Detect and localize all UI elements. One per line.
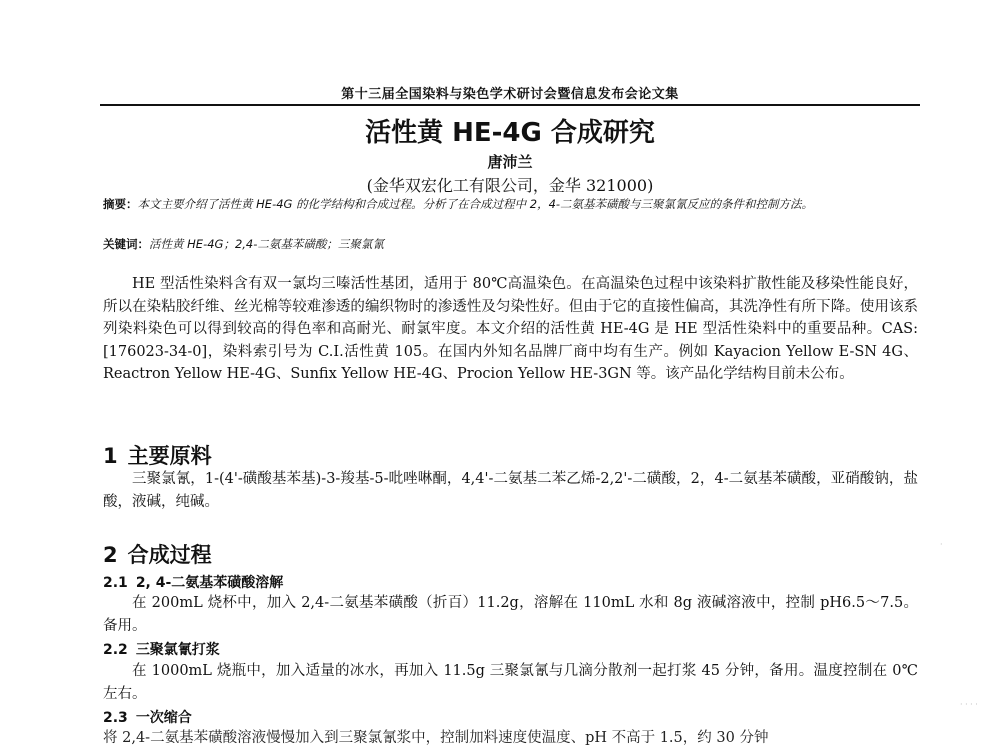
subsection-2-1-heading [103,572,283,592]
abstract [103,195,920,213]
keywords [103,235,920,253]
author-name: 唐沛兰 [487,153,533,171]
section-1-text: 三聚氯氰，1-(4'-磺酸基苯基)-3-羧基-5-吡唑啉酮，4,4'-二氨基二苯乙烯-2,2'-二磺酸，2，4-二氨基苯磺酸，亚硝酸钠，盐酸，液碱，纯碱。 [103,471,918,510]
subsection-2-1-number: 2.1 [103,575,128,591]
section-2-title: 合成过程 [127,543,212,567]
keywords-label: 关键词： [103,237,149,251]
scan-speck: · [940,540,943,549]
section-1-title: 主要原料 [127,444,212,468]
intro-paragraph: HE 型活性染料含有双一氯均三嗪活性基团，适用于 80℃高温染色。在高温染色过程中该染料扩散性能及移染性能良好，所以在染粘胶纤维、丝光棉等较难渗透的编织物时的渗透性及匀染性好。但由于它的直接性偏高，其洗净性有所下降。使用该系列染料染色可以得到较高的得色率和高耐光、耐氯牢度。本文介绍的活性黄 HE-4G 是 HE 型活性染料中的重要品种。CAS: [176023-34-0]，染料索引号为 C.I.活性黄 105。在国内外知名品牌厂商中均有生产。例如 Kayacion Yellow E-SN 4G、Reactron Yellow HE-4G、Sunfix Yellow HE-4G、Procion Yellow HE-3GN 等。该产品化学结构目前未公布。 [103,276,918,383]
abstract-text: 本文主要介绍了活性黄 HE-4G 的化学结构和合成过程。分析了在合成过程中 2，4-二氨基苯磺酸与三聚氯氰反应的条件和控制方法。 [137,197,814,211]
subsection-2-2-heading [103,639,220,659]
keywords-text: 活性黄 HE-4G；2,4-二氨基苯磺酸；三聚氯氰 [149,237,384,251]
subsection-2-3-text: 将 2,4-二氨基苯磺酸溶液慢慢加入到三聚氯氰浆中，控制加料速度使温度、pH 不高于 1.5，约 30 分钟 [103,730,769,746]
section-2-heading [103,539,212,569]
subsection-2-1-title: 2, 4-二氨基苯磺酸溶解 [135,575,284,591]
section-1-heading [103,440,212,470]
subsection-2-3-title: 一次缩合 [135,710,192,726]
abstract-label: 摘要： [103,197,138,211]
running-header: 第十三届全国染料与染色学术研讨会暨信息发布会论文集 [341,87,679,102]
subsection-2-2-text: 在 1000mL 烧瓶中，加入适量的冰水，再加入 11.5g 三聚氯氰与几滴分散剂一起打浆 45 分钟，备用。温度控制在 0℃左右。 [103,663,918,702]
section-2-number: 2 [103,543,118,567]
subsection-2-3-number: 2.3 [103,710,128,726]
scan-speck: · · · · [960,700,978,709]
author-affiliation: (金华双宏化工有限公司，金华 321000) [366,176,654,195]
section-1-number: 1 [103,444,118,468]
subsection-2-3-heading [103,707,192,727]
header-rule [100,104,920,106]
subsection-2-1-text: 在 200mL 烧杯中，加入 2,4-二氨基苯磺酸（折百）11.2g，溶解在 110mL 水和 8g 液碱溶液中，控制 pH6.5～7.5。备用。 [103,595,918,634]
paper-title: 活性黄 HE-4G 合成研究 [365,118,655,148]
subsection-2-2-number: 2.2 [103,642,128,658]
subsection-2-2-title: 三聚氯氰打浆 [135,642,220,658]
